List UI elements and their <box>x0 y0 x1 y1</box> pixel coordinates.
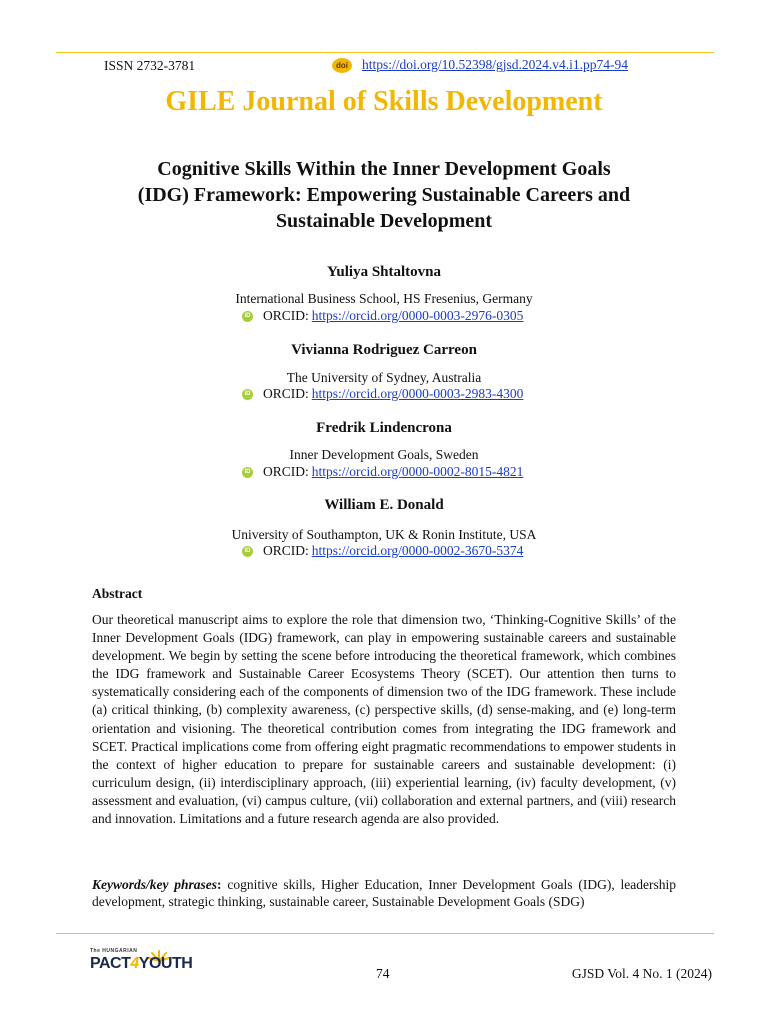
orcid-link[interactable]: https://orcid.org/0000-0002-8015-4821 <box>311 464 524 479</box>
logo-small-text: The HUNGARIAN <box>90 948 138 954</box>
doi-icon: doi <box>332 58 352 73</box>
paper-title-line-2: (IDG) Framework: Empowering Sustainable Careers and <box>137 184 631 206</box>
author-name: Fredrik Lindencrona <box>316 420 452 436</box>
author-orcid <box>242 386 523 402</box>
orcid-label: ORCID: <box>263 464 309 479</box>
logo-wordmark <box>90 955 192 973</box>
orcid-label: ORCID: <box>263 386 309 401</box>
keywords <box>92 876 676 910</box>
author-orcid <box>242 464 523 480</box>
author-name: Vivianna Rodriguez Carreon <box>291 342 477 358</box>
author-name: William E. Donald <box>324 497 444 513</box>
orcid-icon: iD <box>242 546 253 557</box>
orcid-icon: iD <box>242 311 253 322</box>
footer-rule <box>56 933 714 934</box>
abstract-heading: Abstract <box>92 586 143 601</box>
author-affiliation: The University of Sydney, Australia <box>286 370 482 385</box>
journal-title: GILE Journal of Skills Development <box>165 86 603 117</box>
orcid-link[interactable]: https://orcid.org/0000-0003-2976-0305 <box>311 308 524 323</box>
orcid-link[interactable]: https://orcid.org/0000-0002-3670-5374 <box>311 543 524 558</box>
author-orcid <box>242 543 523 559</box>
logo-four: 4 <box>130 955 139 972</box>
author-affiliation: University of Southampton, UK & Ronin Institute, USA <box>231 527 537 542</box>
issn: ISSN 2732-3781 <box>104 58 196 73</box>
paper-title-line-3: Sustainable Development <box>275 210 493 232</box>
orcid-icon: iD <box>242 467 253 478</box>
logo-youth: YOUTH <box>138 955 193 972</box>
author-name: Yuliya Shtaltovna <box>326 264 442 280</box>
pact4youth-logo <box>90 948 202 978</box>
paper-title <box>80 156 688 234</box>
header-rule <box>56 52 714 53</box>
keywords-colon: : <box>217 877 222 892</box>
keywords-label: Keywords/key phrases <box>92 877 218 892</box>
doi-link[interactable]: https://doi.org/10.52398/gjsd.2024.v4.i1.pp74-94 <box>362 57 629 72</box>
doi-block <box>332 57 628 73</box>
orcid-link[interactable]: https://orcid.org/0000-0003-2983-4300 <box>311 386 524 401</box>
author-affiliation: International Business School, HS Fresenius, Germany <box>235 291 533 306</box>
orcid-label: ORCID: <box>263 543 309 558</box>
author-orcid <box>242 308 523 324</box>
keywords-text: cognitive skills, Higher Education, Inner Development Goals (IDG), leadership development, strategic thinking, sustainable career, Sustainable Development Goals (SDG) <box>92 877 676 909</box>
page-number: 74 <box>376 966 390 981</box>
author-affiliation: Inner Development Goals, Sweden <box>289 447 479 462</box>
journal-issue: GJSD Vol. 4 No. 1 (2024) <box>571 966 712 981</box>
logo-pact: PACT <box>90 955 131 972</box>
paper-title-line-1: Cognitive Skills Within the Inner Development Goals <box>157 158 611 180</box>
abstract-text: Our theoretical manuscript aims to explore the role that dimension two, ‘Thinking-Cognitive Skills’ of the Inner Development Goals (IDG) framework, can play in empowering sustainable careers and sustainable development. We begin by setting the scene before introducing the theoretical framework, which combines the IDG framework and Sustainable Career Ecosystems Theory (SCET). Our attention then turns to systematically considering each of the components of dimension two of the IDG framework. These include (a) critical thinking, (b) complexity awareness, (c) perspective skills, (d) sense-making, and (e) long-term orientation and visioning. The theoretical contribution comes from integrating the IDG framework and SCET. Practical implications come from offering eight pragmatic recommendations to empower students in the context of higher education to prepare for sustainable careers and sustainable development: (i) curriculum design, (ii) interdisciplinary approach, (iii) experiential learning, (iv) faculty development, (v) assessment and evaluation, (vi) campus culture, (vii) collaboration and external partners, and (viii) research and innovation. Limitations and a future research agenda are also provided. <box>92 612 676 827</box>
orcid-label: ORCID: <box>263 308 309 323</box>
orcid-icon: iD <box>242 389 253 400</box>
